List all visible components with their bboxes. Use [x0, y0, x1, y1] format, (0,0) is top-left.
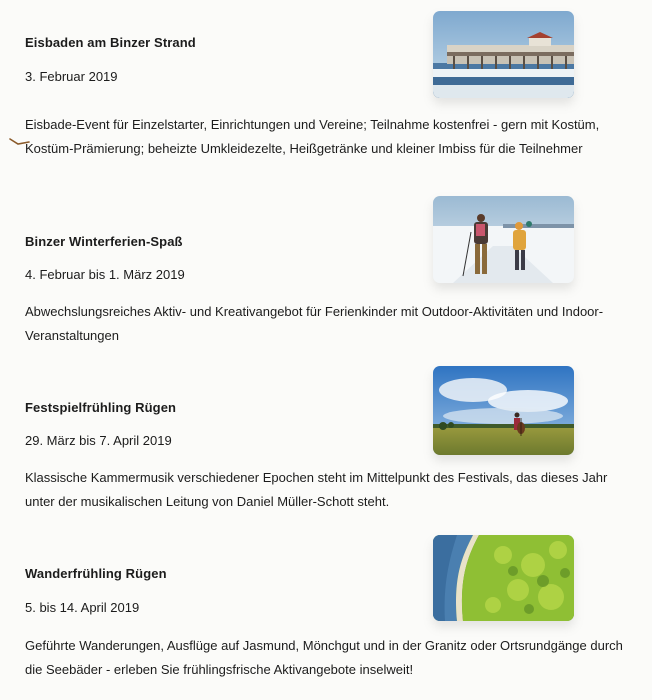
- event-description: Eisbade-Event für Einzelstarter, Einrichtungen und Vereine; Teilnahme kostenfrei - gern mit Kostüm, Kostüm-Prämierung; beheizte Umkleidezelte, Heißgetränke und kleiner Imbiss für die Teilnehmer: [25, 117, 600, 156]
- event-date: 3. Februar 2019: [25, 69, 118, 84]
- event-description: Geführte Wanderungen, Ausflüge auf Jasmund, Mönchgut und in der Granitz oder Ortsrundgänge durch die Seebäder - erleben Sie frühlingsfrische Aktivangebote inselweit!: [25, 638, 623, 677]
- event-date: 29. März bis 7. April 2019: [25, 433, 172, 448]
- event-date: 5. bis 14. April 2019: [25, 600, 140, 615]
- event-title: Festspielfrühling Rügen: [25, 400, 177, 415]
- pen-mark: [9, 137, 31, 151]
- coast-aerial-photo: [433, 535, 574, 621]
- meadow-cellist-photo: [433, 366, 574, 455]
- event-description: Abwechslungsreiches Aktiv- und Kreativangebot für Ferienkinder mit Outdoor-Aktivitäten und Indoor-Veranstaltungen: [25, 304, 604, 343]
- event-date: 4. Februar bis 1. März 2019: [25, 267, 185, 282]
- event-title: Wanderfrühling Rügen: [25, 566, 167, 581]
- event-title: Binzer Winterferien-Spaß: [25, 234, 183, 249]
- snow-walk-photo: [433, 196, 574, 283]
- event-description: Klassische Kammermusik verschiedener Epochen steht im Mittelpunkt des Festivals, das dieses Jahr unter der musikalischen Leitung von Daniel Müller-Schott steht.: [25, 470, 608, 509]
- pier-winter-photo: [433, 11, 574, 98]
- event-title: Eisbaden am Binzer Strand: [25, 35, 196, 50]
